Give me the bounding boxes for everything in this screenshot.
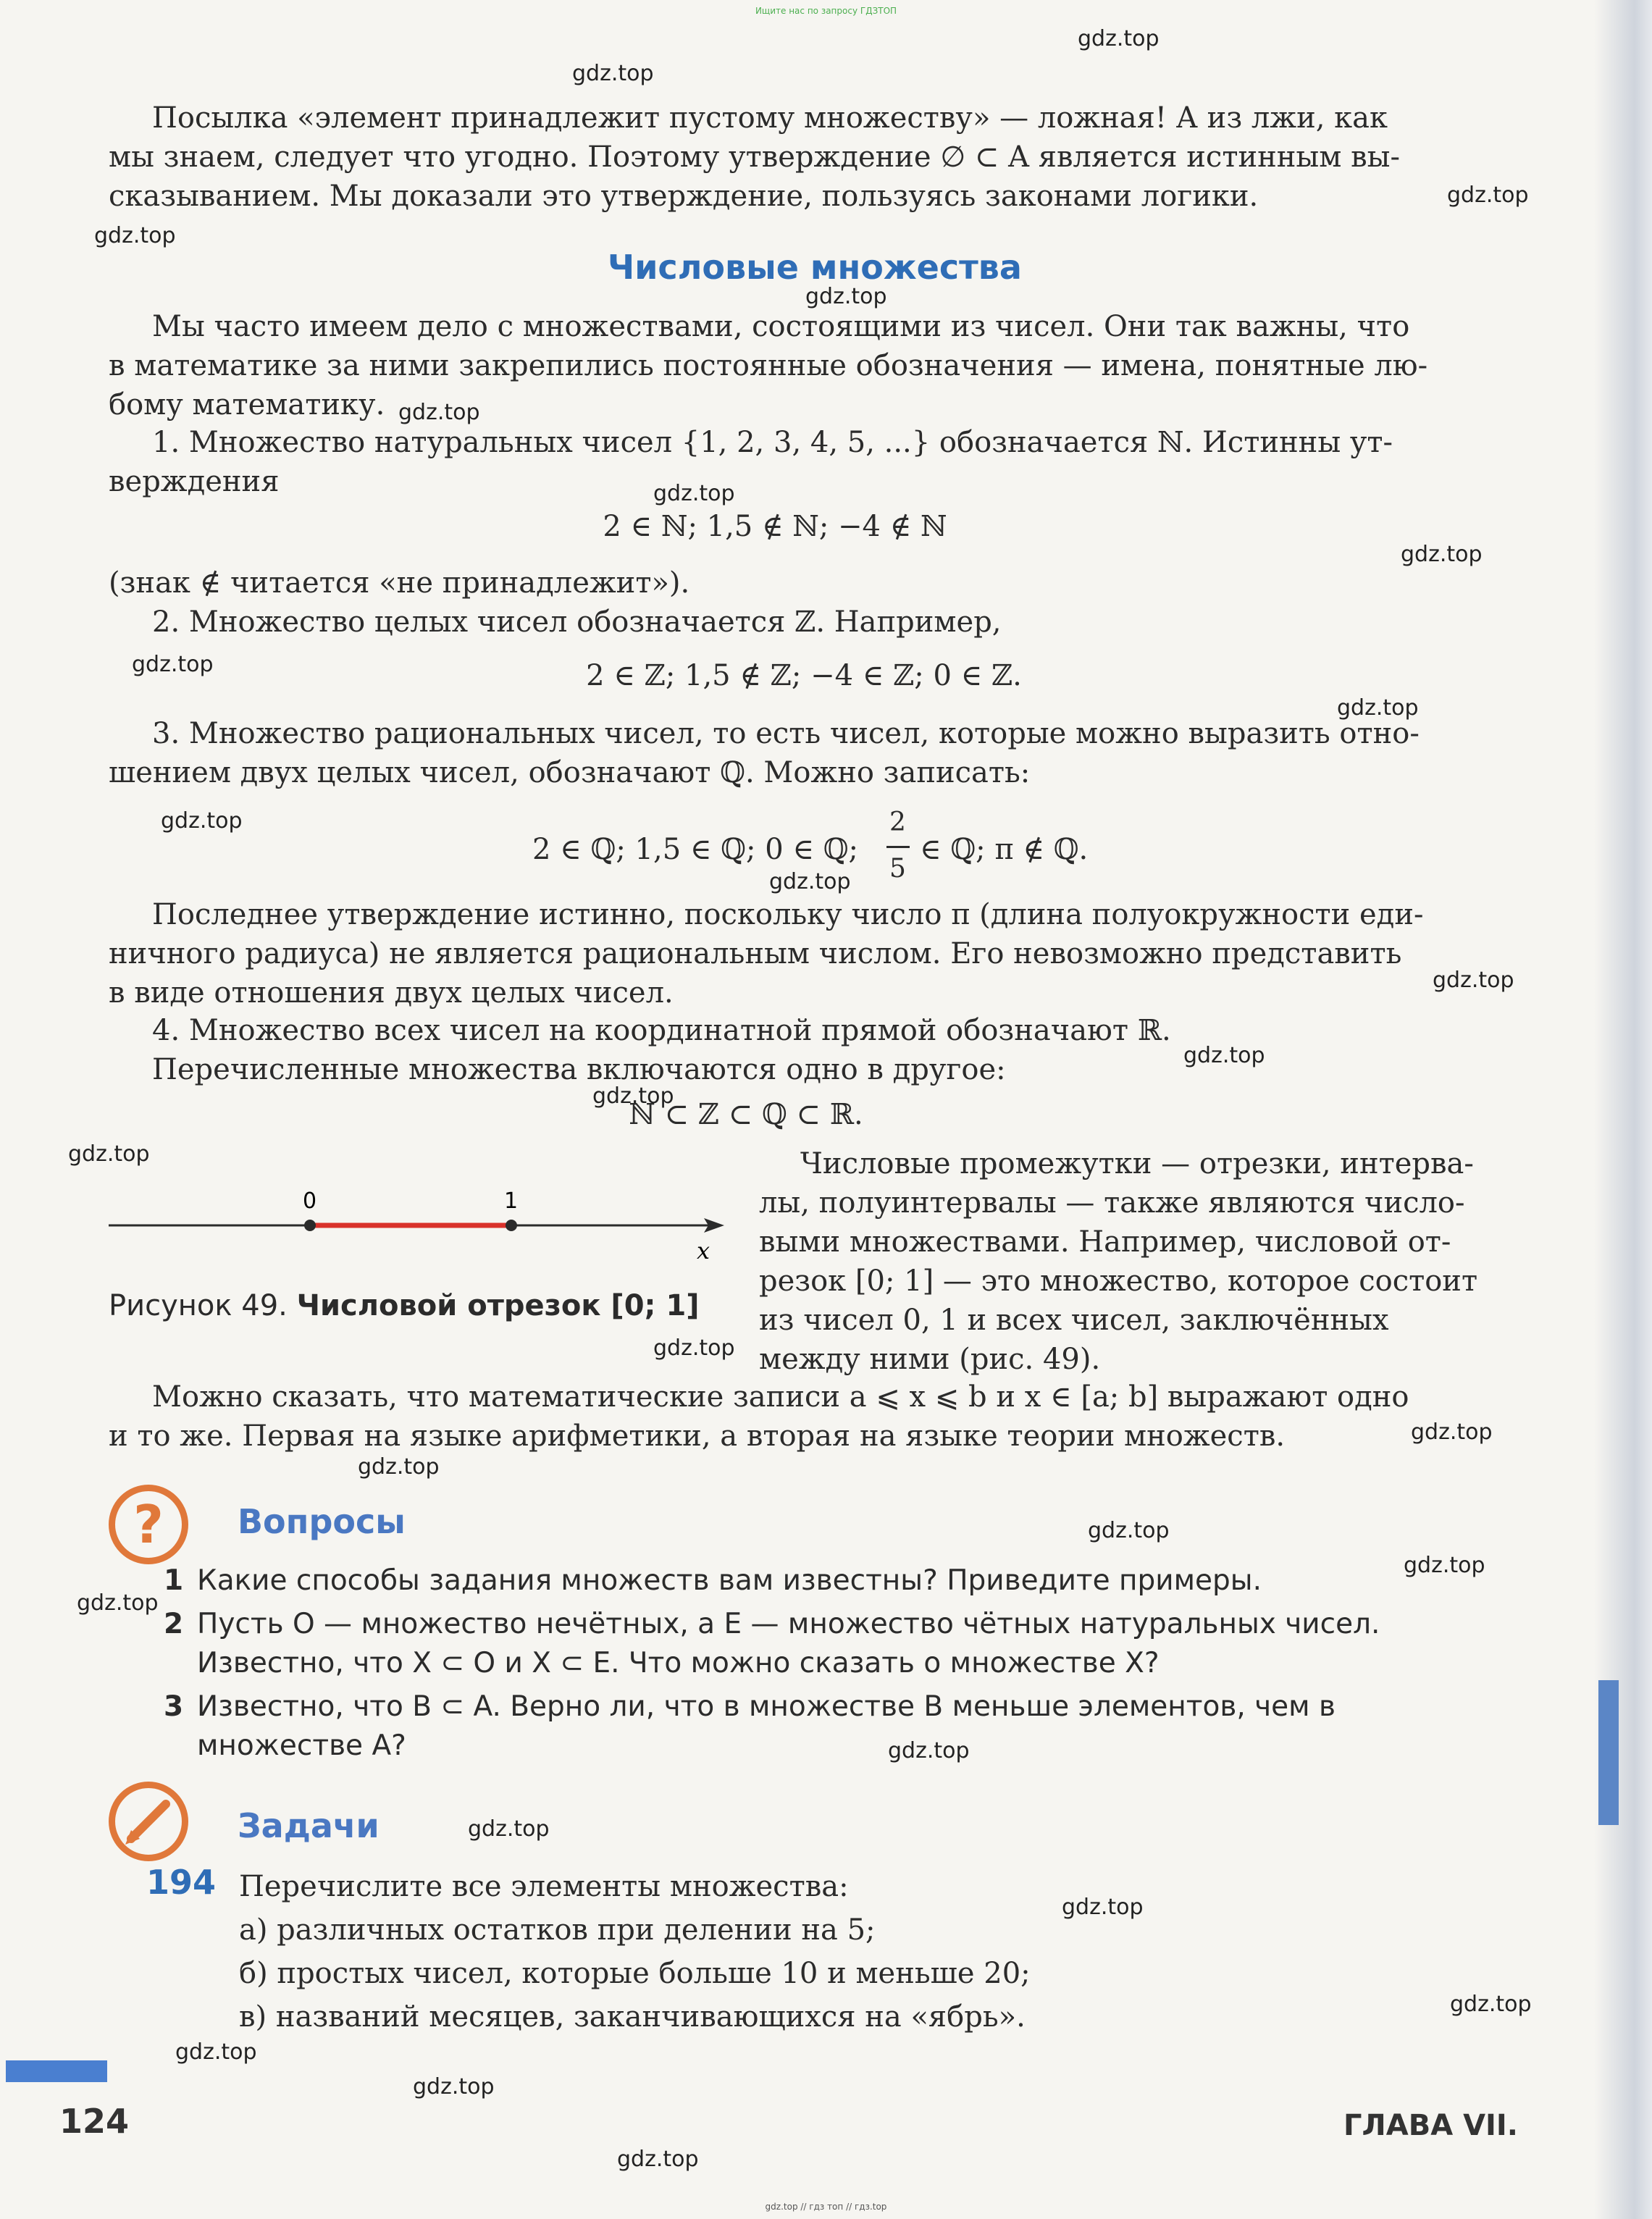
para3-line-1: Можно сказать, что математические записи a ⩽ x ⩽ b и x ∈ [a; b] выражают одно [152, 1380, 1409, 1414]
fraction-numerator: 2 [889, 808, 906, 837]
question-1-number: 1 [164, 1564, 184, 1597]
item1-formula: 2 ∈ ℕ; 1,5 ∉ ℕ; −4 ∉ ℕ [603, 510, 947, 543]
watermark: gdz.top [1088, 1518, 1170, 1543]
item4-line-2: Перечисленные множества включаются одно в другое: [152, 1053, 1006, 1086]
watermark: gdz.top [132, 652, 214, 677]
watermark: gdz.top [413, 2074, 495, 2100]
watermark: gdz.top [617, 2147, 699, 2172]
tasks-title: Задачи [238, 1806, 380, 1845]
intro-line-3: сказыванием. Мы доказали это утверждение, пользуясь законами логики. [109, 180, 1259, 213]
task-number: 194 [146, 1863, 217, 1902]
watermark: gdz.top [572, 61, 654, 86]
watermark: gdz.top [1450, 1992, 1532, 2017]
question-icon: ? [109, 1485, 188, 1564]
watermark: gdz.top [1183, 1043, 1265, 1068]
watermark: gdz.top [161, 808, 243, 834]
para1-line-2: в математике за ними закрепились постоянные обозначения — имена, понятные лю- [109, 349, 1428, 382]
watermark: gdz.top [653, 1335, 735, 1361]
item4-formula: ℕ ⊂ ℤ ⊂ ℚ ⊂ ℝ. [629, 1098, 863, 1131]
para3-line-2: и то же. Первая на языке арифметики, а вторая на языке теории множеств. [109, 1419, 1286, 1453]
section-title: Числовые множества [608, 248, 1022, 287]
caption-title: Числовой отрезок [0; 1] [296, 1289, 700, 1322]
interval-line-5: из чисел 0, 1 и всех чисел, заключённых [759, 1304, 1389, 1337]
watermark: gdz.top [1433, 968, 1514, 993]
label-1: 1 [504, 1188, 519, 1214]
question-2-line-1: Пусть O — множество нечётных, а E — множество чётных натуральных чисел. [197, 1608, 1380, 1640]
fraction-bar [886, 846, 910, 848]
item2-line-1: 2. Множество целых чисел обозначается ℤ. Например, [152, 605, 1002, 639]
page-edge-tab [1598, 1680, 1619, 1825]
watermark: gdz.top [175, 2039, 257, 2065]
item3-formula-a: 2 ∈ ℚ; 1,5 ∈ ℚ; 0 ∈ ℚ; [532, 833, 859, 866]
question-2-line-2: Известно, что X ⊂ O и X ⊂ E. Что можно сказать о множестве X? [197, 1647, 1160, 1679]
watermark: gdz.top [1401, 542, 1483, 567]
question-3-line-1: Известно, что B ⊂ A. Верно ли, что в множестве B меньше элементов, чем в [197, 1690, 1336, 1723]
watermark: gdz.top [68, 1141, 150, 1167]
item1-line-2: верждения [109, 465, 280, 498]
item3-line-1: 3. Множество рациональных чисел, то есть чисел, которые можно выразить отно- [152, 717, 1420, 750]
bottom-banner: gdz.top // гдз топ // гдз.top [765, 2202, 887, 2212]
interval-line-1: Числовые промежутки — отрезки, интерва- [800, 1147, 1474, 1180]
watermark: gdz.top [653, 481, 735, 506]
watermark: gdz.top [1062, 1895, 1144, 1920]
question-2-number: 2 [164, 1608, 184, 1640]
watermark: gdz.top [592, 1083, 674, 1109]
watermark: gdz.top [805, 284, 887, 309]
watermark: gdz.top [358, 1454, 440, 1480]
interval-line-4: резок [0; 1] — это множество, которое состоит [759, 1264, 1478, 1298]
para2-line-1: Последнее утверждение истинно, поскольку число π (длина полуокружности еди- [152, 898, 1424, 931]
para2-line-2: ничного радиуса) не является рациональным числом. Его невозможно представить [109, 937, 1402, 970]
caption-prefix: Рисунок 49. [109, 1289, 288, 1322]
item3-formula-b: ∈ ℚ; π ∉ ℚ. [920, 833, 1089, 866]
watermark: gdz.top [1447, 183, 1529, 208]
top-banner: Ищите нас по запросу ГДЗТОП [755, 6, 897, 16]
point-0 [304, 1220, 316, 1231]
figure-caption [109, 1289, 700, 1322]
question-1 [164, 1561, 1522, 1601]
question-3 [164, 1687, 1522, 1766]
watermark: gdz.top [1337, 695, 1419, 721]
task-item-c: в) названий месяцев, заканчивающихся на «ябрь». [239, 2000, 1026, 2034]
watermark: gdz.top [769, 869, 851, 894]
intro-line-1: Посылка «элемент принадлежит пустому множеству» — ложная! А из лжи, как [152, 101, 1388, 135]
item4-line-1: 4. Множество всех чисел на координатной прямой обозначают ℝ. [152, 1014, 1171, 1047]
page-marker-bar [6, 2060, 107, 2082]
interval-line-2: лы, полуинтервалы — также являются число- [759, 1186, 1465, 1220]
pencil-icon [109, 1782, 188, 1861]
interval-line-3: выми множествами. Например, числовой от- [759, 1225, 1451, 1259]
item1-note: (знак ∉ читается «не принадлежит»). [109, 566, 690, 600]
watermark: gdz.top [888, 1738, 970, 1763]
point-1 [506, 1220, 517, 1231]
chapter-label: ГЛАВА VII. [1343, 2109, 1518, 2142]
para1-line-1: Мы часто имеем дело с множествами, состоящими из чисел. Они так важны, что [152, 310, 1410, 343]
task-item-b: б) простых чисел, которые больше 10 и меньше 20; [239, 1957, 1031, 1990]
item3-line-2: шением двух целых чисел, обозначают ℚ. Можно записать: [109, 756, 1031, 789]
watermark: gdz.top [94, 223, 176, 248]
fraction-denominator: 5 [889, 854, 906, 884]
page-number: 124 [59, 2102, 130, 2141]
para1-line-3: бому математику. [109, 388, 385, 421]
watermark: gdz.top [1078, 26, 1160, 51]
question-3-number: 3 [164, 1690, 184, 1723]
axis-label-x: x [697, 1237, 710, 1264]
watermark: gdz.top [77, 1590, 159, 1616]
page-edge-shadow [1594, 0, 1652, 2219]
questions-title: Вопросы [238, 1502, 406, 1541]
question-2 [164, 1605, 1522, 1683]
item1-line-1: 1. Множество натуральных чисел {1, 2, 3, 4, 5, ...} обозначается ℕ. Истинны ут- [152, 426, 1393, 459]
task-prompt: Перечислите все элементы множества: [239, 1870, 849, 1903]
task-item-a: а) различных остатков при делении на 5; [239, 1913, 876, 1947]
question-1-line-1: Какие способы задания множеств вам известны? Приведите примеры. [197, 1564, 1262, 1597]
intro-line-2: мы знаем, следует что угодно. Поэтому утверждение ∅ ⊂ A является истинным вы- [109, 140, 1400, 174]
item2-formula: 2 ∈ ℤ; 1,5 ∉ ℤ; −4 ∈ ℤ; 0 ∈ ℤ. [586, 659, 1022, 692]
question-3-line-2: множестве A? [197, 1729, 406, 1762]
watermark: gdz.top [398, 400, 480, 425]
number-line-figure [101, 1180, 739, 1275]
label-0: 0 [303, 1188, 317, 1214]
watermark: gdz.top [1411, 1419, 1493, 1445]
watermark: gdz.top [1404, 1553, 1485, 1578]
interval-line-6: между ними (рис. 49). [759, 1343, 1101, 1376]
watermark: gdz.top [468, 1816, 550, 1842]
para2-line-3: в виде отношения двух целых чисел. [109, 976, 674, 1010]
